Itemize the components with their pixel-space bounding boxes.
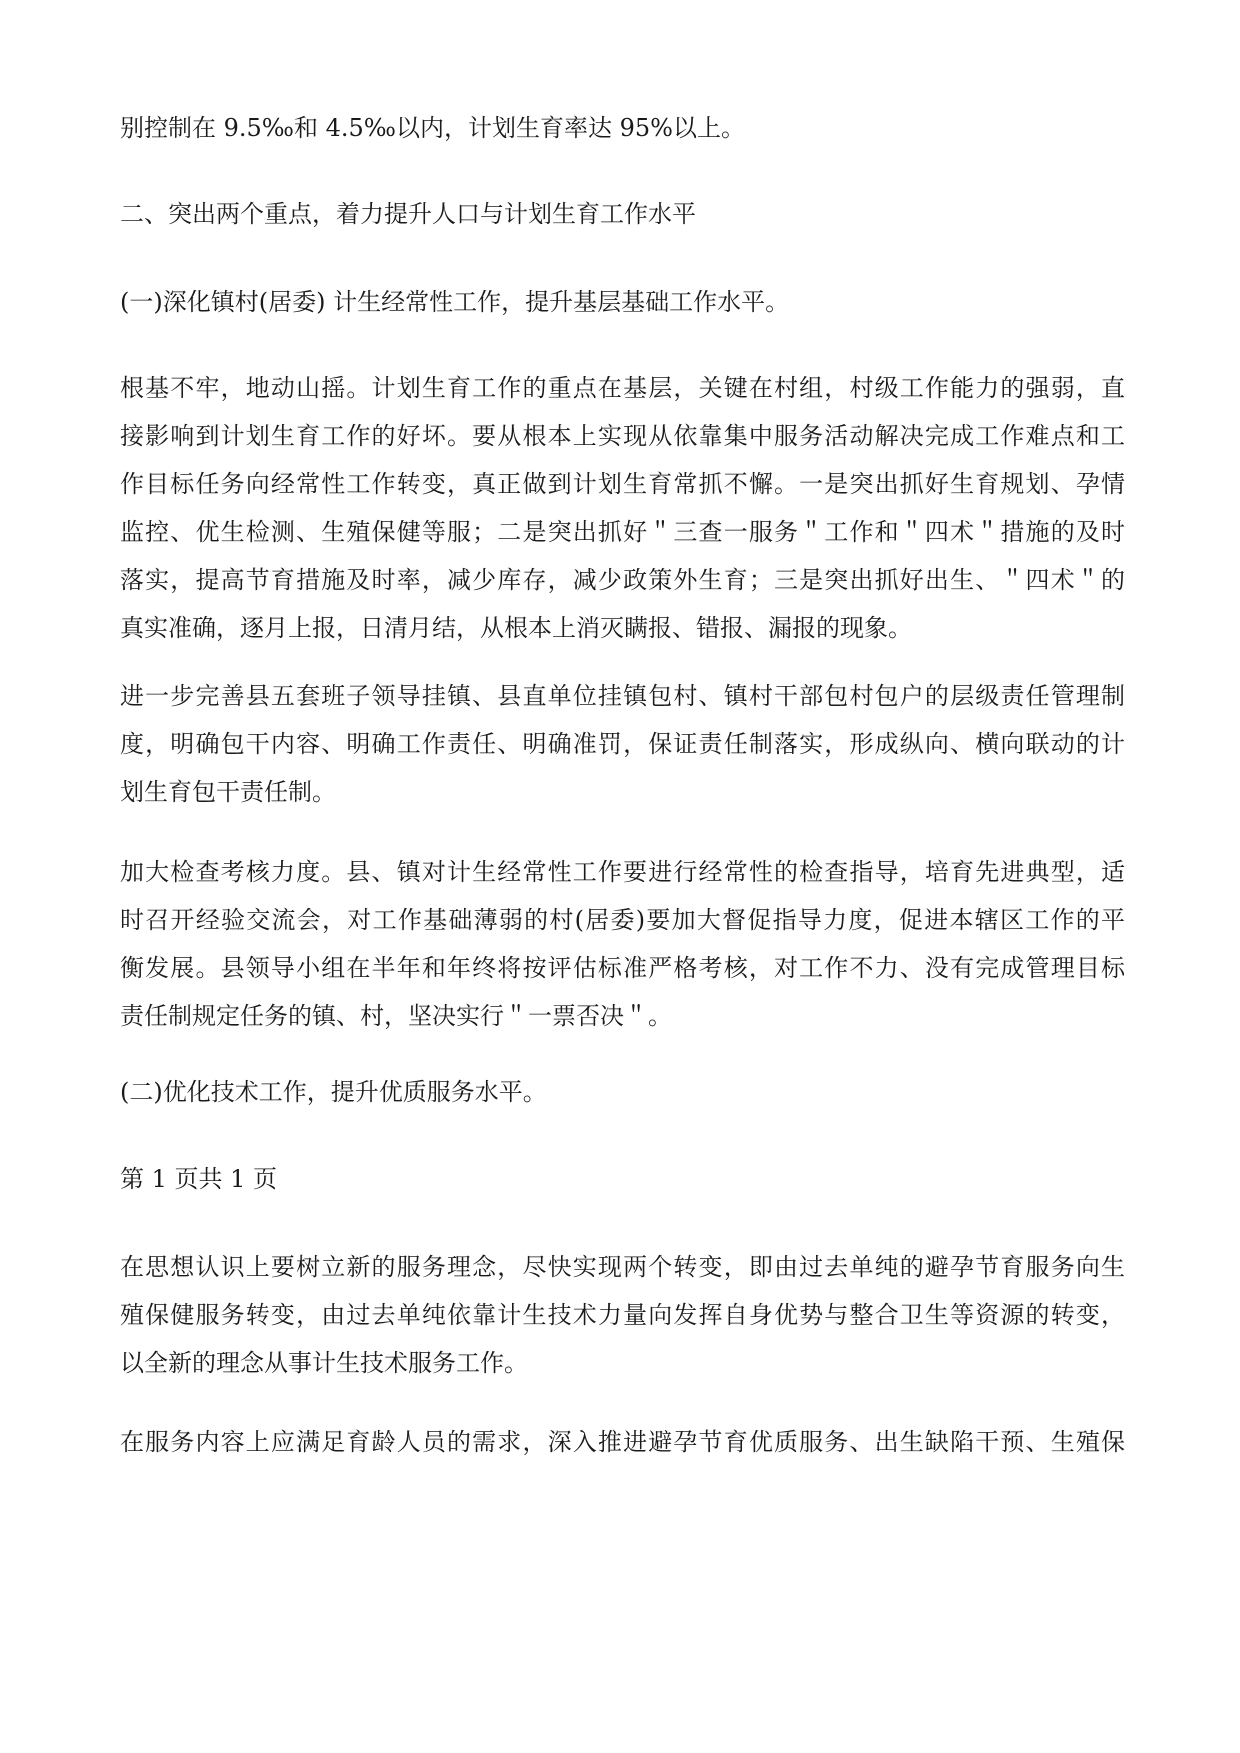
text-line: 监控、优生检测、生殖保健等服；二是突出抓好＂三查一服务＂工作和＂四术＂措施的及时 [120, 518, 1125, 546]
text-line: 时召开经验交流会，对工作基础薄弱的村(居委)要加大督促指导力度，促进本辖区工作的平 [120, 906, 1125, 934]
text-line: 衡发展。县领导小组在半年和年终将按评估标准严格考核，对工作不力、没有完成管理目标 [120, 954, 1125, 982]
text-line: 责任制规定任务的镇、村，坚决实行＂一票否决＂。 [120, 1002, 672, 1030]
text-line: 作目标任务向经常性工作转变，真正做到计划生育常抓不懈。一是突出抓好生育规划、孕情 [120, 470, 1125, 498]
text-line: 以全新的理念从事计生技术服务工作。 [120, 1349, 528, 1377]
text-line: 加大检查考核力度。县、镇对计生经常性工作要进行经常性的检查指导，培育先进典型，适 [120, 858, 1125, 886]
paragraph-rate-control: 别控制在 9.5‰和 4.5‰以内，计划生育率达 95%以上。 [120, 114, 745, 142]
text-line: 在思想认识上要树立新的服务理念，尽快实现两个转变，即由过去单纯的避孕节育服务向生 [120, 1253, 1125, 1281]
section-heading-two: 二、突出两个重点，着力提升人口与计划生育工作水平 [120, 200, 696, 228]
paragraph-service-content [120, 1418, 1125, 1466]
subsection-heading-two: (二)优化技术工作，提升优质服务水平。 [120, 1078, 547, 1106]
text-line: 进一步完善县五套班子领导挂镇、县直单位挂镇包村、镇村干部包村包户的层级责任管理制 [120, 682, 1125, 710]
paragraph-grassroots [120, 364, 1125, 652]
text-line: 落实，提高节育措施及时率，减少库存，减少政策外生育；三是突出抓好出生、＂四术＂的 [120, 566, 1125, 594]
page-footer: 第 1 页共 1 页 [120, 1165, 278, 1193]
paragraph-inspection [120, 848, 1125, 1040]
paragraph-service-concept [120, 1243, 1125, 1387]
text-line: 根基不牢，地动山摇。计划生育工作的重点在基层，关键在村组，村级工作能力的强弱，直 [120, 374, 1125, 402]
text-line: 划生育包干责任制。 [120, 778, 336, 806]
text-line: 在服务内容上应满足育龄人员的需求，深入推进避孕节育优质服务、出生缺陷干预、生殖保 [120, 1428, 1125, 1456]
paragraph-responsibility [120, 672, 1125, 816]
text-line: 接影响到计划生育工作的好坏。要从根本上实现从依靠集中服务活动解决完成工作难点和工 [120, 422, 1125, 450]
subsection-heading-one: (一)深化镇村(居委) 计生经常性工作，提升基层基础工作水平。 [120, 288, 790, 316]
text-line: 殖保健服务转变，由过去单纯依靠计生技术力量向发挥自身优势与整合卫生等资源的转变， [120, 1301, 1125, 1329]
text-line: 真实准确，逐月上报，日清月结，从根本上消灭瞒报、错报、漏报的现象。 [120, 614, 912, 642]
text-line: 度，明确包干内容、明确工作责任、明确准罚，保证责任制落实，形成纵向、横向联动的计 [120, 730, 1125, 758]
